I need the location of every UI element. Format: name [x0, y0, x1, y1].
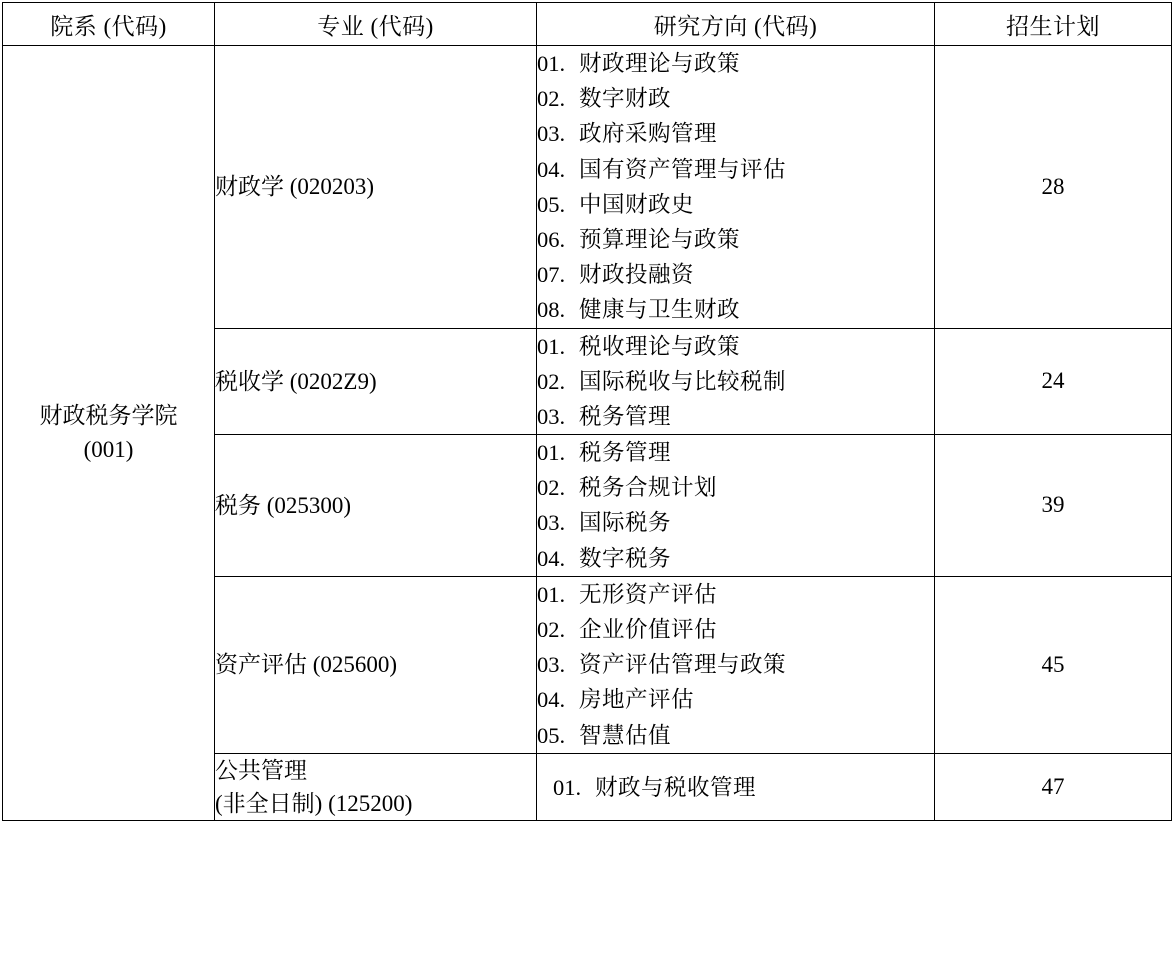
- direction-text: 数字财政: [579, 86, 672, 112]
- direction-text: 企业价值评估: [579, 617, 718, 642]
- list-item: [537, 505, 934, 540]
- direction-number: 08.: [537, 297, 566, 323]
- direction-number: 03.: [537, 510, 566, 536]
- header-major: 专业 (代码): [215, 3, 537, 46]
- enrollment-plan-cell: 24: [935, 328, 1172, 435]
- direction-text: 税务合规计划: [579, 475, 718, 501]
- list-item: [537, 329, 934, 364]
- table-row: [3, 46, 1172, 329]
- research-direction-cell: [537, 328, 935, 435]
- list-item: [537, 647, 934, 682]
- department-code: (001): [83, 437, 134, 463]
- direction-number: 01.: [537, 440, 566, 466]
- major-label: 资产评估 (025600): [215, 652, 398, 678]
- list-item: [537, 81, 934, 116]
- direction-number: 02.: [537, 368, 566, 394]
- direction-number: 03.: [537, 652, 566, 678]
- direction-number: 01.: [537, 51, 566, 76]
- major-cell: [215, 753, 537, 821]
- header-row: [3, 3, 1172, 46]
- direction-number: 05.: [537, 722, 566, 748]
- major-cell: [215, 576, 537, 753]
- direction-text: 国有资产管理与评估: [579, 156, 787, 182]
- direction-number: 04.: [537, 156, 566, 182]
- direction-number: 02.: [537, 475, 566, 501]
- enrollment-plan-cell: 47: [935, 753, 1172, 821]
- direction-text: 税务管理: [579, 440, 672, 466]
- enrollment-plan-cell: 28: [935, 46, 1172, 329]
- major-label: 税务 (025300): [215, 492, 352, 518]
- major-label-secondary: (非全日制) (125200): [215, 791, 413, 817]
- direction-text: 健康与卫生财政: [579, 297, 741, 323]
- direction-text: 税务管理: [579, 403, 672, 429]
- list-item: [537, 435, 934, 470]
- direction-list: [537, 435, 934, 576]
- direction-text: 国际税收与比较税制: [579, 368, 787, 394]
- research-direction-cell: [537, 753, 935, 821]
- direction-number: 05.: [537, 191, 566, 217]
- direction-list: [537, 329, 934, 435]
- table-body: [3, 46, 1172, 821]
- department-name: 财政税务学院: [39, 402, 178, 428]
- major-cell: [215, 46, 537, 329]
- major-cell: [215, 435, 537, 577]
- direction-text: 数字税务: [579, 545, 672, 571]
- direction-text: 政府采购管理: [579, 121, 718, 147]
- major-label: 公共管理: [215, 757, 307, 783]
- direction-number: 06.: [537, 226, 566, 252]
- list-item: [537, 46, 934, 81]
- list-item: [537, 470, 934, 505]
- list-item: [537, 682, 934, 717]
- list-item: [537, 399, 934, 434]
- direction-text: 智慧估值: [579, 722, 672, 748]
- list-item: [537, 116, 934, 151]
- direction-text: 财政理论与政策: [579, 51, 741, 76]
- direction-text: 无形资产评估: [579, 581, 718, 607]
- direction-number: 01.: [537, 581, 566, 607]
- header-research-direction: 研究方向 (代码): [537, 3, 935, 46]
- direction-text: 资产评估管理与政策: [579, 652, 787, 678]
- list-item: [537, 292, 934, 327]
- direction-number: 03.: [537, 403, 566, 429]
- research-direction-cell: [537, 46, 935, 329]
- direction-text: 房地产评估: [579, 687, 695, 713]
- list-item: [537, 718, 934, 753]
- direction-text: 中国财政史: [579, 191, 695, 217]
- list-item: [537, 541, 934, 576]
- list-item: [537, 257, 934, 292]
- research-direction-cell: [537, 576, 935, 753]
- direction-list: [537, 46, 934, 328]
- list-item: [537, 222, 934, 257]
- major-label: 财政学 (020203): [215, 174, 375, 200]
- research-direction-cell: [537, 435, 935, 577]
- direction-number: 01.: [553, 774, 582, 800]
- direction-text: 财政与税收管理: [595, 774, 757, 800]
- major-label: 税收学 (0202Z9): [215, 368, 377, 394]
- direction-number: 02.: [537, 86, 566, 112]
- enrollment-plan-cell: 45: [935, 576, 1172, 753]
- direction-number: 03.: [537, 121, 566, 147]
- list-item: [537, 364, 934, 399]
- list-item: [537, 577, 934, 612]
- direction-number: 04.: [537, 687, 566, 713]
- list-item: [537, 187, 934, 222]
- direction-number: 07.: [537, 262, 566, 288]
- direction-number: 01.: [537, 333, 566, 359]
- enrollment-plan-cell: 39: [935, 435, 1172, 577]
- header-department: 院系 (代码): [3, 3, 215, 46]
- table-header: [3, 3, 1172, 46]
- major-cell: [215, 328, 537, 435]
- list-item: [537, 612, 934, 647]
- direction-list: [553, 770, 934, 805]
- document-page: [0, 2, 1173, 953]
- direction-text: 国际税务: [579, 510, 672, 536]
- direction-number: 04.: [537, 545, 566, 571]
- direction-text: 预算理论与政策: [579, 226, 741, 252]
- list-item: [553, 770, 934, 805]
- department-cell: [3, 46, 215, 821]
- admissions-table: [2, 2, 1172, 821]
- list-item: [537, 152, 934, 187]
- header-enrollment-plan: 招生计划: [935, 3, 1172, 46]
- direction-text: 税收理论与政策: [579, 333, 741, 359]
- direction-number: 02.: [537, 617, 566, 642]
- direction-text: 财政投融资: [579, 262, 695, 288]
- direction-list: [537, 577, 934, 753]
